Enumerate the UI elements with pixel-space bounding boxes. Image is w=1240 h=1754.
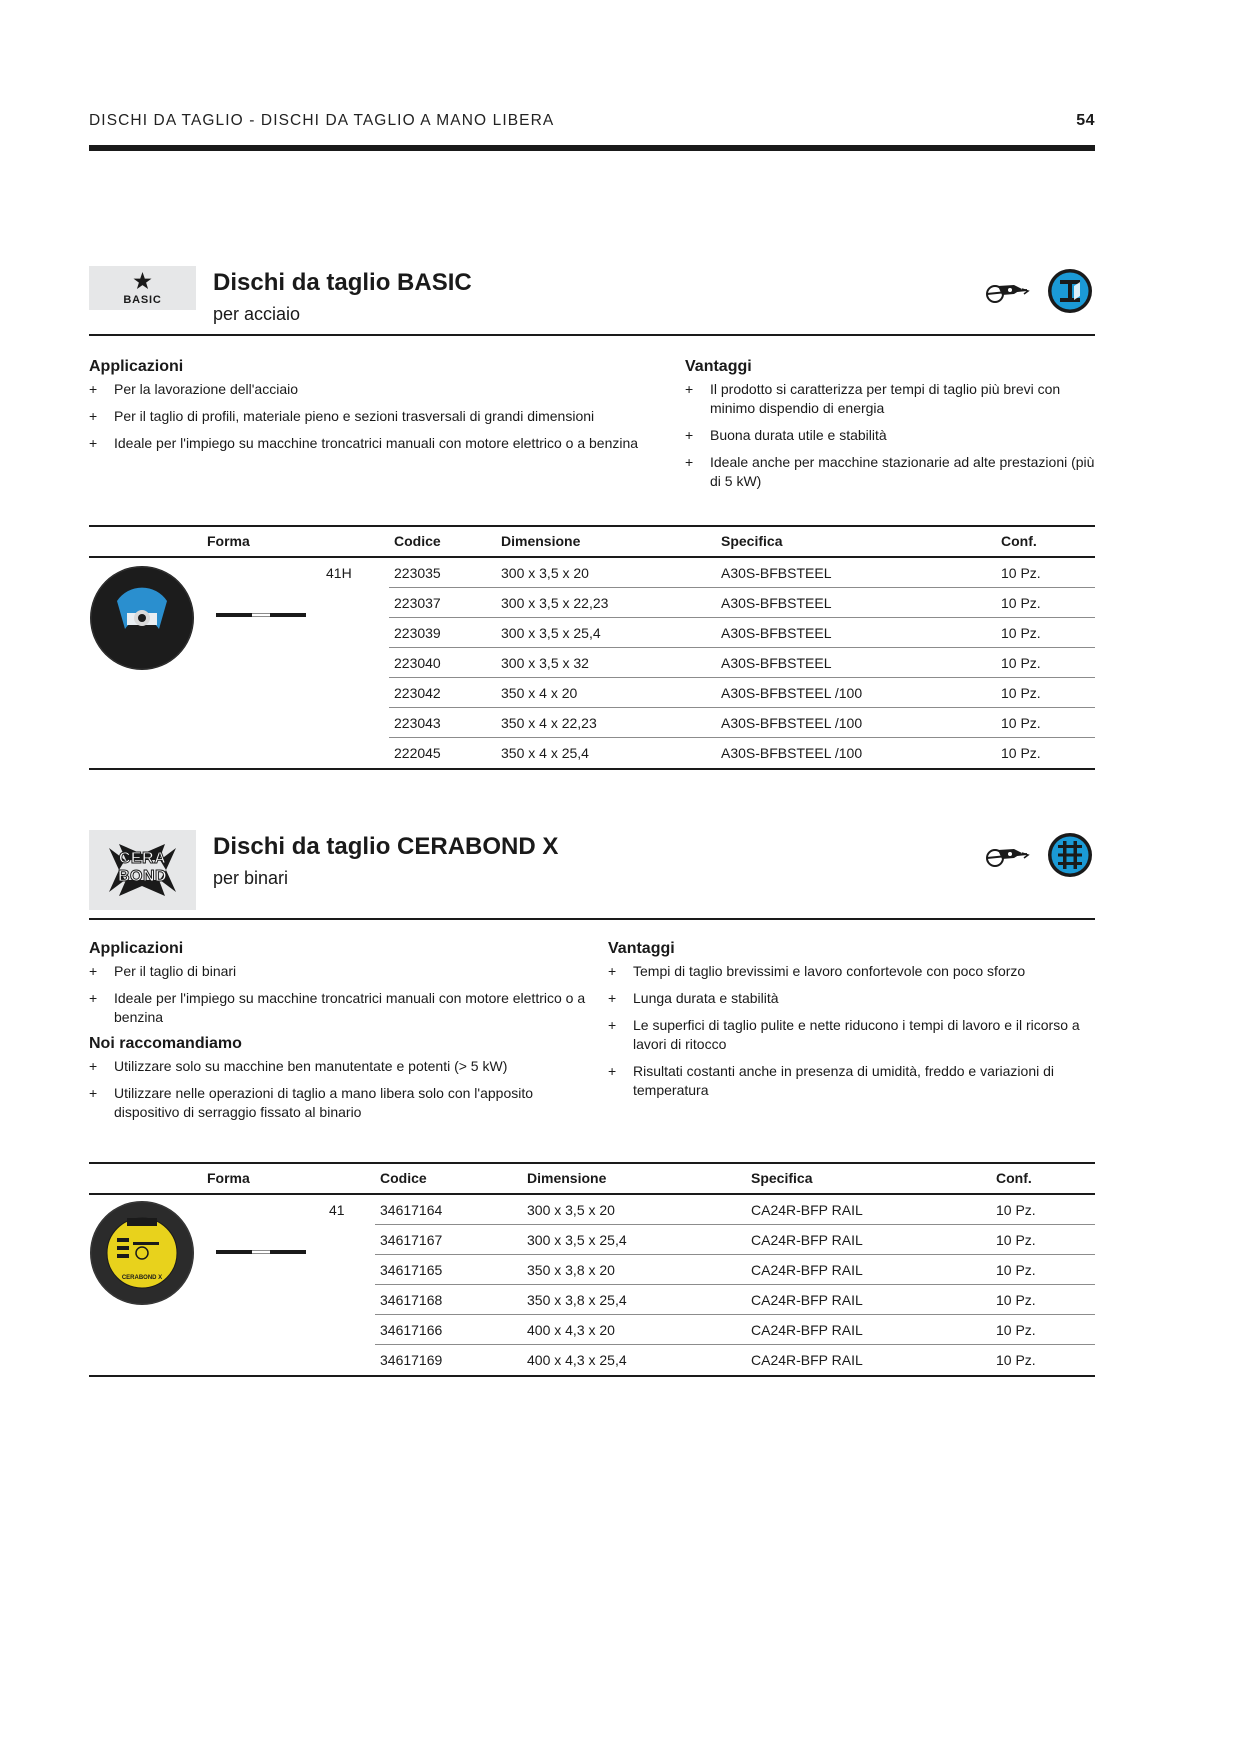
cell-dimensione: 300 x 3,5 x 25,4 xyxy=(501,625,601,641)
cell-codice: 223039 xyxy=(394,625,441,641)
cell-codice: 34617169 xyxy=(380,1352,443,1368)
cell-dimensione: 400 x 4,3 x 25,4 xyxy=(527,1352,627,1368)
vantaggi-heading: Vantaggi xyxy=(685,358,752,375)
list-item: + Per il taglio di profili, materiale pieno e sezioni trasversali di grandi dimensioni xyxy=(89,407,679,426)
cell-codice: 34617166 xyxy=(380,1322,443,1338)
table-row xyxy=(389,708,1095,738)
col-header-conf: Conf. xyxy=(1001,533,1037,549)
cell-conf: 10 Pz. xyxy=(1001,715,1041,731)
raccomandiamo-list xyxy=(89,1057,599,1122)
basic-disc-image xyxy=(89,565,195,671)
vantaggi-heading: Vantaggi xyxy=(608,940,675,957)
cell-conf: 10 Pz. xyxy=(1001,655,1041,671)
cell-conf: 10 Pz. xyxy=(1001,625,1041,641)
list-item: + Ideale per l'impiego su macchine troncatrici manuali con motore elettrico o a benzina xyxy=(89,434,679,453)
cell-conf: 10 Pz. xyxy=(1001,565,1041,581)
col-header-codice: Codice xyxy=(394,533,441,549)
list-item: + Utilizzare nelle operazioni di taglio a mano libera solo con l'apposito dispositivo di serraggio fissato al binario xyxy=(89,1084,599,1122)
list-item: + Per il taglio di binari xyxy=(89,962,599,981)
forma-value: 41H xyxy=(326,565,352,581)
cell-dimensione: 350 x 4 x 22,23 xyxy=(501,715,597,731)
raccomandiamo-heading: Noi raccomandiamo xyxy=(89,1035,242,1052)
cell-codice: 223035 xyxy=(394,565,441,581)
cell-specifica: CA24R-BFP RAIL xyxy=(751,1352,863,1368)
cell-specifica: A30S-BFBSTEEL /100 xyxy=(721,685,863,701)
product-title: Dischi da taglio BASIC xyxy=(213,269,472,296)
list-item: + Ideale anche per macchine stazionarie ad alte prestazioni (più di 5 kW) xyxy=(685,453,1095,491)
product-subtitle: per acciaio xyxy=(213,304,301,324)
product-title: Dischi da taglio CERABOND X xyxy=(213,833,559,860)
cell-codice: 34617168 xyxy=(380,1292,443,1308)
cell-conf: 10 Pz. xyxy=(996,1232,1036,1248)
cell-codice: 222045 xyxy=(394,745,441,761)
cell-specifica: A30S-BFBSTEEL /100 xyxy=(721,745,863,761)
hand-saw-icon xyxy=(984,844,1030,870)
steel-profile-icon xyxy=(1047,268,1093,314)
header-rule xyxy=(89,145,1095,151)
cell-specifica: A30S-BFBSTEEL /100 xyxy=(721,715,863,731)
cell-dimensione: 300 x 3,5 x 32 xyxy=(501,655,589,671)
cell-dimensione: 400 x 4,3 x 20 xyxy=(527,1322,615,1338)
disc-profile-41h xyxy=(216,611,306,619)
title-rule xyxy=(89,334,1095,336)
cerabond-logo-text-1: CERA xyxy=(118,850,167,867)
cerabond-disc-image xyxy=(89,1200,195,1306)
cell-conf: 10 Pz. xyxy=(996,1292,1036,1308)
vantaggi-column xyxy=(685,358,1095,499)
cell-specifica: A30S-BFBSTEEL xyxy=(721,625,832,641)
list-item: + Tempi di taglio brevissimi e lavoro confortevole con poco sforzo xyxy=(608,962,1095,981)
cell-conf: 10 Pz. xyxy=(1001,685,1041,701)
col-header-forma: Forma xyxy=(207,533,250,549)
vantaggi-list xyxy=(608,962,1095,1100)
table-row xyxy=(389,618,1095,648)
cell-codice: 223043 xyxy=(394,715,441,731)
col-header-specifica: Specifica xyxy=(721,533,783,549)
cell-dimensione: 300 x 3,5 x 22,23 xyxy=(501,595,609,611)
table-bottom-rule xyxy=(89,768,1095,770)
disc-label: CERABOND X xyxy=(121,1275,163,1281)
cell-dimensione: 350 x 4 x 20 xyxy=(501,685,578,701)
table-row xyxy=(375,1315,1095,1345)
product-subtitle: per binari xyxy=(213,868,289,888)
cell-conf: 10 Pz. xyxy=(1001,595,1041,611)
table-row xyxy=(389,558,1095,588)
page-number: 54 xyxy=(1076,112,1095,129)
product-table xyxy=(89,525,1095,775)
disc-profile-41 xyxy=(216,1248,306,1256)
cell-codice: 34617164 xyxy=(380,1202,443,1218)
col-header-forma: Forma xyxy=(207,1170,250,1186)
list-item: + Lunga durata e stabilità xyxy=(608,989,1095,1008)
basic-logo xyxy=(89,266,196,310)
cell-dimensione: 300 x 3,5 x 20 xyxy=(501,565,589,581)
cell-codice: 223042 xyxy=(394,685,441,701)
vantaggi-list xyxy=(685,380,1095,491)
cell-dimensione: 350 x 3,8 x 20 xyxy=(527,1262,615,1278)
cell-codice: 223040 xyxy=(394,655,441,671)
cell-specifica: A30S-BFBSTEEL xyxy=(721,595,832,611)
cell-specifica: A30S-BFBSTEEL xyxy=(721,565,832,581)
table-row xyxy=(375,1285,1095,1315)
applicazioni-list xyxy=(89,962,599,1027)
table-row xyxy=(375,1255,1095,1285)
cell-conf: 10 Pz. xyxy=(996,1352,1036,1368)
table-row xyxy=(389,588,1095,618)
list-item: + Per la lavorazione dell'acciaio xyxy=(89,380,679,399)
forma-value: 41 xyxy=(329,1202,345,1218)
col-header-codice: Codice xyxy=(380,1170,427,1186)
cerabond-logo-text-2: BOND xyxy=(117,868,168,885)
col-header-dimensione: Dimensione xyxy=(527,1170,607,1186)
product-section-cerabond xyxy=(89,830,1095,1390)
header-title: DISCHI DA TAGLIO - DISCHI DA TAGLIO A MANO LIBERA xyxy=(89,112,555,129)
cerabond-logo xyxy=(89,830,196,910)
cell-codice: 223037 xyxy=(394,595,441,611)
cell-specifica: CA24R-BFP RAIL xyxy=(751,1322,863,1338)
list-item: + Buona durata utile e stabilità xyxy=(685,426,1095,445)
cell-specifica: CA24R-BFP RAIL xyxy=(751,1202,863,1218)
applicazioni-column xyxy=(89,358,679,461)
cell-conf: 10 Pz. xyxy=(996,1262,1036,1278)
list-item: + Ideale per l'impiego su macchine troncatrici manuali con motore elettrico o a benzina xyxy=(89,989,599,1027)
table-row xyxy=(375,1195,1095,1225)
basic-logo-text: BASIC xyxy=(123,294,162,306)
table-row xyxy=(375,1345,1095,1375)
vantaggi-column xyxy=(608,940,1095,1108)
cell-conf: 10 Pz. xyxy=(1001,745,1041,761)
list-item: + Il prodotto si caratterizza per tempi di taglio più brevi con minimo dispendio di energia xyxy=(685,380,1095,418)
table-bottom-rule xyxy=(89,1375,1095,1377)
applicazioni-column xyxy=(89,940,599,1130)
table-top-rule xyxy=(89,525,1095,527)
title-rule xyxy=(89,918,1095,920)
applicazioni-heading: Applicazioni xyxy=(89,940,184,957)
col-header-conf: Conf. xyxy=(996,1170,1032,1186)
list-item: + Le superfici di taglio pulite e nette riducono i tempi di lavoro e il ricorso a lavori di ritocco xyxy=(608,1016,1095,1054)
hand-saw-icon xyxy=(984,280,1030,306)
cell-specifica: CA24R-BFP RAIL xyxy=(751,1262,863,1278)
col-header-dimensione: Dimensione xyxy=(501,533,581,549)
col-header-specifica: Specifica xyxy=(751,1170,813,1186)
cell-specifica: A30S-BFBSTEEL xyxy=(721,655,832,671)
product-section-basic xyxy=(89,266,1095,776)
rail-icon xyxy=(1047,832,1093,878)
table-row xyxy=(389,648,1095,678)
product-table xyxy=(89,1162,1095,1384)
cell-specifica: CA24R-BFP RAIL xyxy=(751,1232,863,1248)
page-header xyxy=(89,112,1095,152)
applicazioni-list xyxy=(89,380,679,453)
table-row xyxy=(375,1225,1095,1255)
list-item: + Utilizzare solo su macchine ben manutentate e potenti (> 5 kW) xyxy=(89,1057,599,1076)
cell-dimensione: 350 x 3,8 x 25,4 xyxy=(527,1292,627,1308)
list-item: + Risultati costanti anche in presenza di umidità, freddo e variazioni di temperatura xyxy=(608,1062,1095,1100)
cell-specifica: CA24R-BFP RAIL xyxy=(751,1292,863,1308)
applicazioni-heading: Applicazioni xyxy=(89,358,184,375)
cell-conf: 10 Pz. xyxy=(996,1322,1036,1338)
cell-dimensione: 350 x 4 x 25,4 xyxy=(501,745,589,761)
cell-dimensione: 300 x 3,5 x 20 xyxy=(527,1202,615,1218)
table-top-rule xyxy=(89,1162,1095,1164)
cell-dimensione: 300 x 3,5 x 25,4 xyxy=(527,1232,627,1248)
table-row xyxy=(389,738,1095,768)
cell-codice: 34617167 xyxy=(380,1232,443,1248)
cell-codice: 34617165 xyxy=(380,1262,443,1278)
cell-conf: 10 Pz. xyxy=(996,1202,1036,1218)
table-row xyxy=(389,678,1095,708)
